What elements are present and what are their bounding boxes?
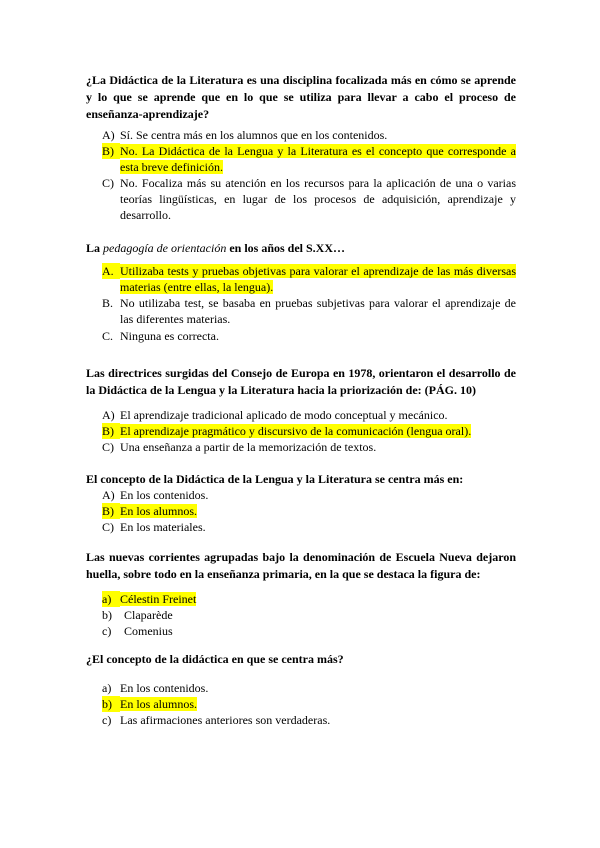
q5-option-a — [86, 591, 516, 607]
option-marker: A. — [102, 263, 120, 279]
option-text: Comenius — [124, 624, 173, 638]
option-text: Sí. Se centra más en los alumnos que en los contenidos. — [120, 128, 388, 142]
question-4: El concepto de la Didáctica de la Lengua y la Literatura se centra más en: — [86, 472, 464, 486]
question-2 — [86, 240, 516, 257]
option-text: Ninguna es correcta. — [120, 329, 219, 343]
q2-option-c — [86, 328, 516, 344]
option-text: Las afirmaciones anteriores son verdaderas. — [120, 713, 331, 727]
option-text-wrap — [120, 143, 516, 175]
option-marker: a) — [102, 591, 120, 607]
option-marker: B. — [102, 296, 114, 310]
q3-option-c — [86, 439, 516, 455]
option-text: En los contenidos. — [120, 488, 209, 502]
option-text: No utilizaba test, se basaba en pruebas subjetivas para valorar el aprendizaje de las diferentes materias. — [120, 296, 516, 326]
q3-option-b — [86, 423, 516, 439]
question-2-post: en los años del S.XX… — [229, 241, 346, 255]
option-text: Célestin Freinet — [120, 592, 197, 606]
question-2-pre: La — [86, 241, 101, 255]
option-marker: C) — [102, 440, 114, 454]
option-text-wrap — [120, 591, 516, 607]
option-text: El aprendizaje pragmático y discursivo de la comunicación (lengua oral). — [120, 424, 472, 438]
option-text: No. Focaliza más su atención en los recursos para la aplicación de una o varias teorías lingüísticas, en lugar de los procesos de adquisición, aprendizaje y desarrollo. — [120, 176, 516, 222]
option-text: En los materiales. — [120, 520, 206, 534]
option-text: Una enseñanza a partir de la memorización de textos. — [120, 440, 377, 454]
q2-option-b — [86, 295, 516, 327]
option-marker: C) — [102, 176, 114, 190]
q3-option-a — [86, 407, 516, 423]
option-marker: b) — [102, 608, 112, 622]
option-text: Claparède — [124, 608, 173, 622]
option-text: En los contenidos. — [120, 681, 209, 695]
option-marker: C. — [102, 329, 114, 343]
option-text-wrap — [120, 423, 516, 439]
option-text-wrap — [120, 263, 516, 295]
option-marker: c) — [102, 713, 112, 727]
option-text: El aprendizaje tradicional aplicado de modo conceptual y mecánico. — [120, 408, 448, 422]
option-marker: a) — [102, 681, 112, 695]
question-1: ¿La Didáctica de la Literatura es una disciplina focalizada más en cómo se aprende y lo que se aprende que en lo que se utiliza para llevar a cabo el proceso de enseñanza-aprendizaje? — [86, 73, 516, 121]
question-6: ¿El concepto de la didáctica en que se centra más? — [86, 652, 344, 666]
question-5: Las nuevas corrientes agrupadas bajo la denominación de Escuela Nueva dejaron huella, sobre todo en la enseñanza primaria, en la que se destaca la figura de: — [86, 550, 516, 581]
q4-option-c — [86, 519, 516, 535]
q1-option-c — [86, 175, 516, 223]
option-marker: A) — [102, 488, 115, 502]
option-marker: B) — [102, 423, 120, 439]
question-3: Las directrices surgidas del Consejo de Europa en 1978, orientaron el desarrollo de la Didáctica de la Lengua y la Literatura hacia la priorización de: (PÁG. 10) — [86, 366, 516, 397]
option-text: En los alumnos. — [120, 504, 197, 518]
option-text: En los alumnos. — [120, 697, 197, 711]
q5-option-c — [86, 623, 516, 639]
q6-option-c — [86, 712, 516, 728]
option-marker: b) — [102, 696, 120, 712]
option-text: Utilizaba tests y pruebas objetivas para valorar el aprendizaje de las más diversas materias (entre ellas, la lengua). — [120, 264, 516, 294]
question-2-italic: pedagogía de orientación — [103, 241, 227, 255]
q1-option-b — [86, 143, 516, 175]
q5-option-b — [86, 607, 516, 623]
option-marker: A) — [102, 408, 115, 422]
q4-option-a — [86, 487, 516, 503]
option-text-wrap — [120, 503, 516, 519]
option-marker: C) — [102, 520, 114, 534]
option-text-wrap — [120, 696, 516, 712]
q6-option-b — [86, 696, 516, 712]
q4-option-b — [86, 503, 516, 519]
q1-option-a — [86, 127, 516, 143]
option-marker: A) — [102, 128, 115, 142]
option-text: No. La Didáctica de la Lengua y la Literatura es el concepto que corresponde a esta breve definición. — [120, 144, 516, 174]
option-marker: B) — [102, 143, 120, 159]
q2-option-a — [86, 263, 516, 295]
option-marker: B) — [102, 503, 120, 519]
q6-option-a — [86, 680, 516, 696]
option-marker: c) — [102, 624, 112, 638]
